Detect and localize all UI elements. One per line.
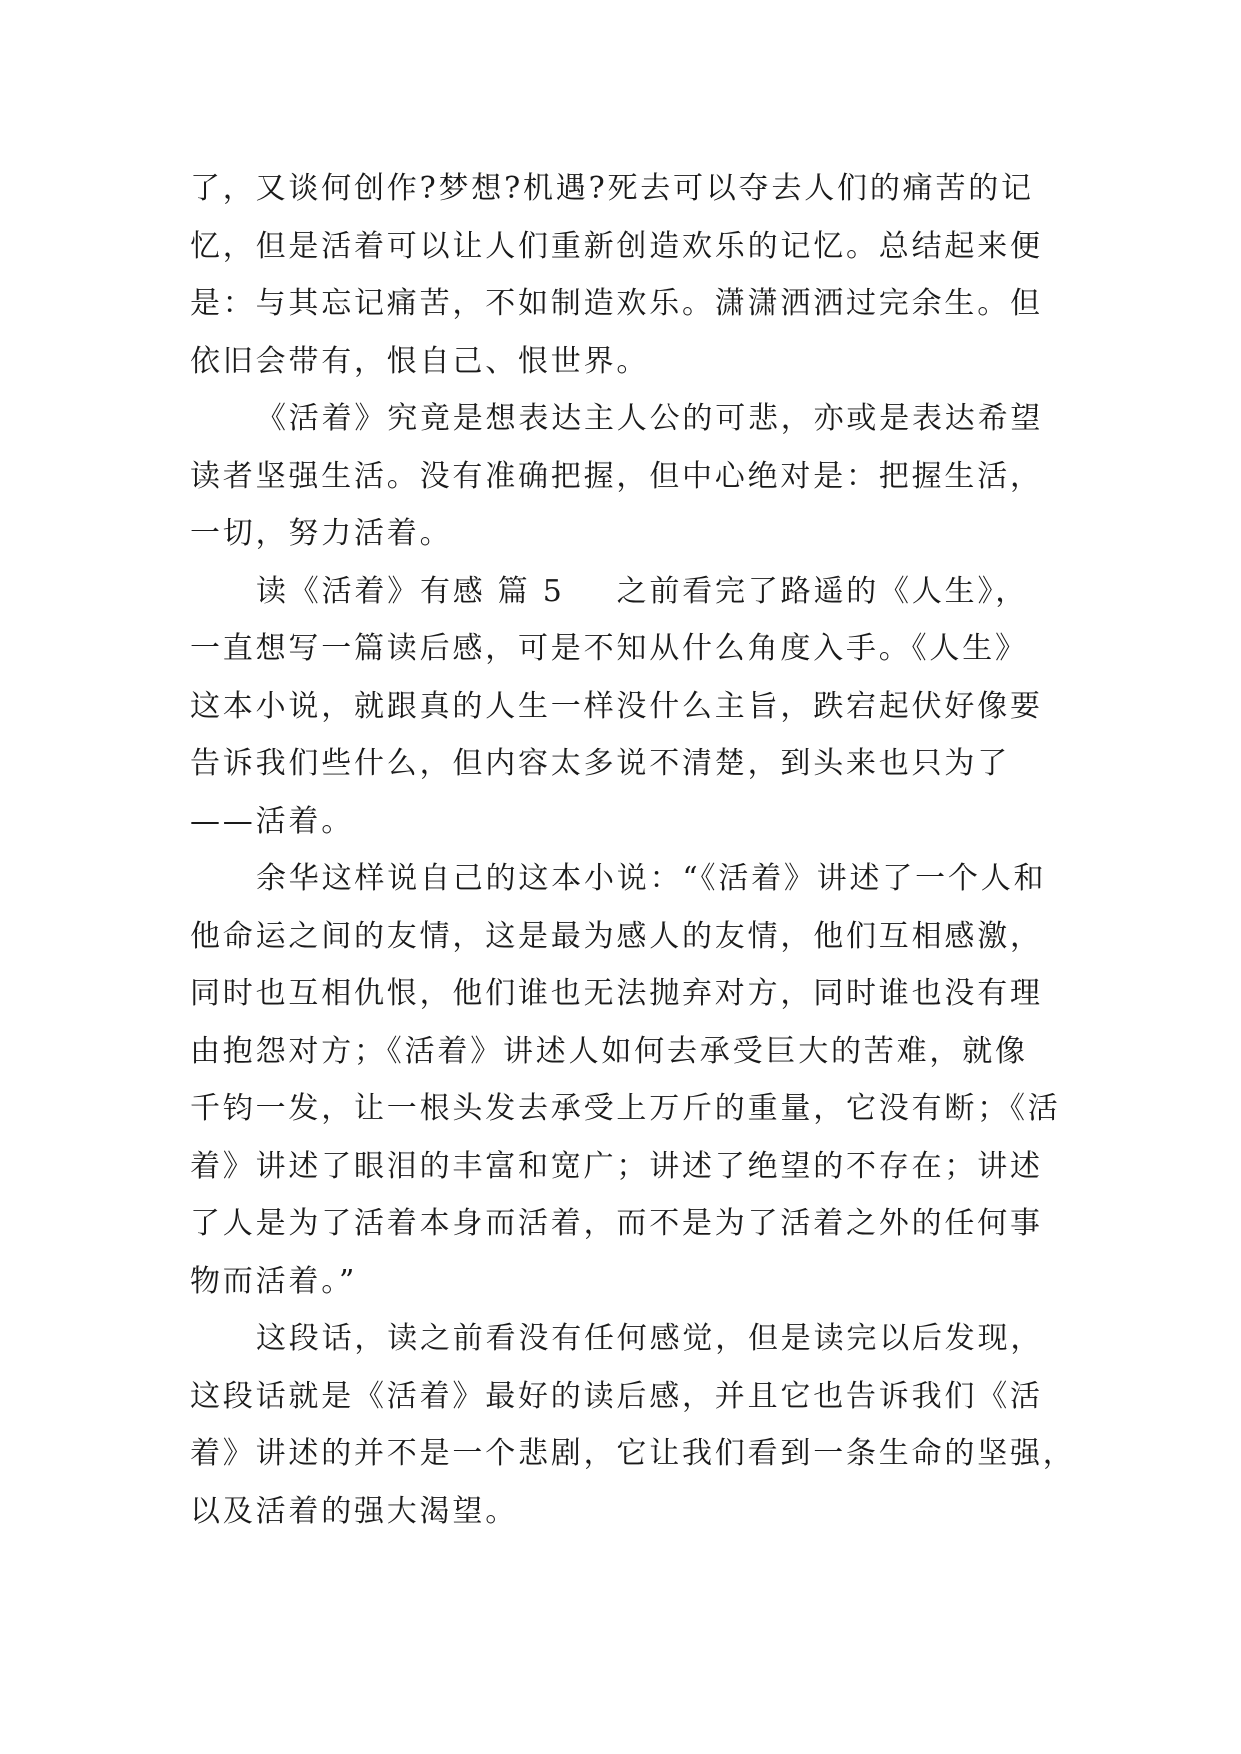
text-line: 之前看完了路遥的《人生》， <box>616 573 1029 609</box>
section-heading-title: 读《活着》有感 <box>256 573 486 609</box>
paragraph-3 <box>190 563 1070 851</box>
document-body <box>190 160 1076 1540</box>
text-line: ——活着。 <box>190 803 354 839</box>
text-line: 着》讲述了眼泪的丰富和宽广；讲述了绝望的不存在；讲述 <box>190 1148 1043 1184</box>
text-line: 告诉我们些什么，但内容太多说不清楚，到头来也只为了 <box>190 746 1010 781</box>
section-number: 篇 5 <box>497 573 565 609</box>
paragraph-5 <box>190 1310 1076 1540</box>
text-line: 了人是为了活着本身而活着，而不是为了活着之外的任何事 <box>190 1206 1043 1241</box>
paragraph-2 <box>190 390 1070 563</box>
text-line: 以及活着的强大渴望。 <box>190 1493 518 1529</box>
text-line: 《活着》究竟是想表达主人公的可悲，亦或是表达希望 <box>256 401 1044 436</box>
text-line: 千钧一发，让一根头发去承受上万斤的重量，它没有断；《活 <box>190 1091 1061 1126</box>
text-line: 同时也互相仇恨，他们谁也无法抛弃对方，同时谁也没有理 <box>190 976 1043 1011</box>
text-line: 是：与其忘记痛苦，不如制造欢乐。潇潇洒洒过完余生。但 <box>190 286 1043 321</box>
paragraph-1 <box>190 160 1070 390</box>
text-line: 这段话，读之前看没有任何感觉，但是读完以后发现， <box>256 1321 1044 1356</box>
text-line: 忆，但是活着可以让人们重新创造欢乐的记忆。总结起来便 <box>190 228 1043 264</box>
section-heading-line <box>190 563 1070 621</box>
text-line: 他命运之间的友情，这是最为感人的友情，他们互相感激， <box>190 918 1043 954</box>
text-line: 读者坚强生活。没有准确把握，但中心绝对是：把握生活， <box>190 458 1043 494</box>
text-line: 着》讲述的并不是一个悲剧，它让我们看到一条生命的坚强， <box>190 1436 1076 1471</box>
text-line: 由抱怨对方；《活着》讲述人如何去承受巨大的苦难，就像 <box>190 1033 1028 1069</box>
text-line: 一直想写一篇读后感，可是不知从什么角度入手。《人生》 <box>190 631 1028 666</box>
paragraph-4 <box>190 850 1070 1310</box>
text-line: 余华这样说自己的这本小说：“《活着》讲述了一个人和 <box>256 861 1047 896</box>
text-line: 了，又谈何创作?梦想?机遇?死去可以夺去人们的痛苦的记 <box>190 171 1034 206</box>
text-line: 这段话就是《活着》最好的读后感，并且它也告诉我们《活 <box>190 1378 1043 1414</box>
text-line: 物而活着。” <box>190 1263 358 1299</box>
text-line: 依旧会带有，恨自己、恨世界。 <box>190 343 650 379</box>
text-line: 一切，努力活着。 <box>190 516 453 551</box>
text-line: 这本小说，就跟真的人生一样没什么主旨，跌宕起伏好像要 <box>190 688 1043 724</box>
